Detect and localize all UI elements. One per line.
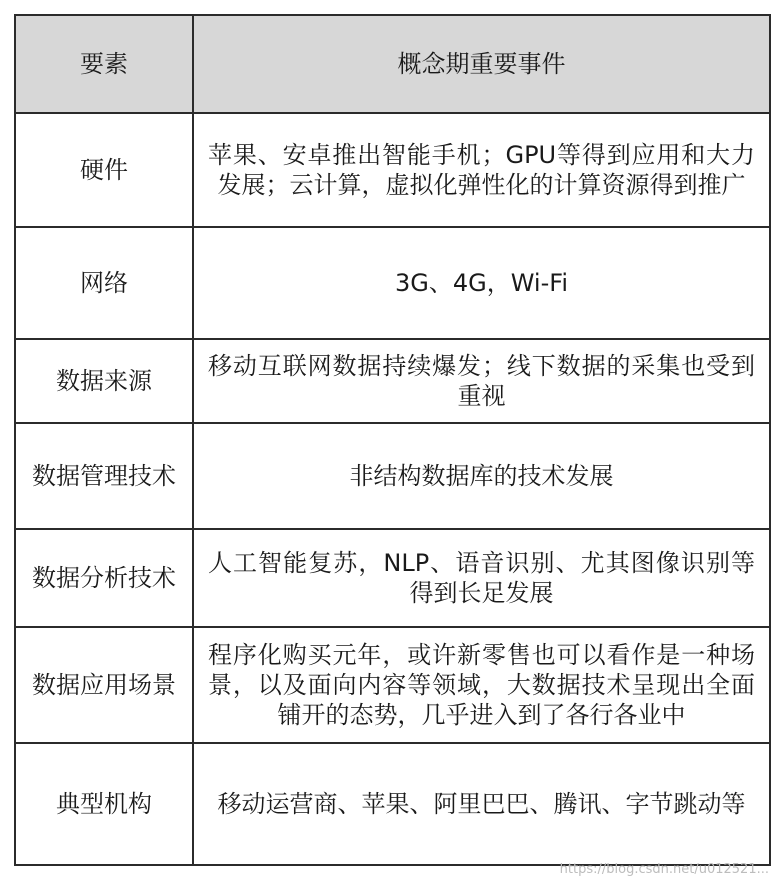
table-row — [15, 627, 770, 743]
header-row — [15, 15, 770, 113]
row-value: 人工智能复苏，NLP、语音识别、尤其图像识别等得到长足发展 — [193, 529, 770, 627]
row-value: 移动互联网数据持续爆发；线下数据的采集也受到重视 — [193, 339, 770, 423]
row-key: 硬件 — [15, 113, 193, 227]
table-row — [15, 743, 770, 865]
row-key: 典型机构 — [15, 743, 193, 865]
row-key: 数据分析技术 — [15, 529, 193, 627]
row-value: 非结构数据库的技术发展 — [193, 423, 770, 529]
row-value: 3G、4G，Wi-Fi — [193, 227, 770, 339]
table-row — [15, 529, 770, 627]
table-row — [15, 339, 770, 423]
header-element: 要素 — [15, 15, 193, 113]
header-events: 概念期重要事件 — [193, 15, 770, 113]
row-key: 数据应用场景 — [15, 627, 193, 743]
events-table — [14, 14, 771, 866]
table-row — [15, 113, 770, 227]
row-key: 数据来源 — [15, 339, 193, 423]
row-value: 苹果、安卓推出智能手机；GPU等得到应用和大力发展；云计算，虚拟化弹性化的计算资源得到推广 — [193, 113, 770, 227]
row-key: 数据管理技术 — [15, 423, 193, 529]
watermark: https://blog.csdn.net/u012521... — [559, 862, 769, 877]
table-row — [15, 227, 770, 339]
row-value: 程序化购买元年，或许新零售也可以看作是一种场景，以及面向内容等领域，大数据技术呈现出全面铺开的态势，几乎进入到了各行各业中 — [193, 627, 770, 743]
row-key: 网络 — [15, 227, 193, 339]
table-row — [15, 423, 770, 529]
row-value: 移动运营商、苹果、阿里巴巴、腾讯、字节跳动等 — [193, 743, 770, 865]
